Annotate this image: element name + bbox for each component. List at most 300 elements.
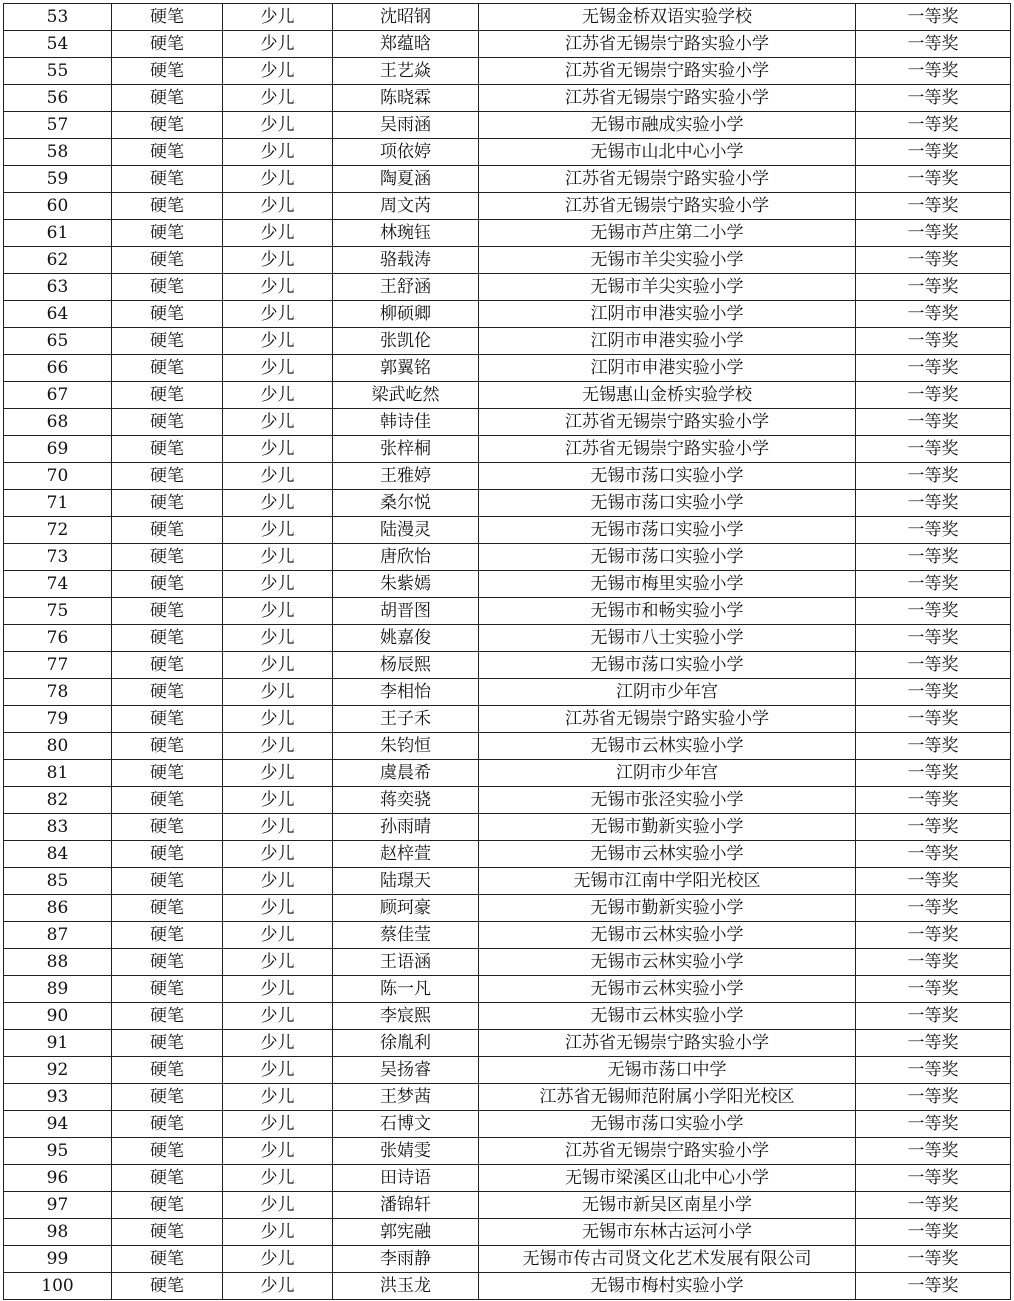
category-cell: 硬笔 <box>112 490 223 517</box>
row-number: 71 <box>4 490 112 517</box>
group-cell: 少儿 <box>223 1030 333 1057</box>
organization-cell: 无锡市羊尖实验小学 <box>479 247 856 274</box>
award-cell: 一等奖 <box>856 949 1011 976</box>
award-cell: 一等奖 <box>856 1246 1011 1273</box>
row-number: 79 <box>4 706 112 733</box>
row-number: 99 <box>4 1246 112 1273</box>
award-cell: 一等奖 <box>856 382 1011 409</box>
award-cell: 一等奖 <box>856 1003 1011 1030</box>
name-cell: 陆漫灵 <box>333 517 479 544</box>
table-row <box>4 598 1011 625</box>
table-row <box>4 679 1011 706</box>
table-row <box>4 1273 1011 1300</box>
table-row <box>4 58 1011 85</box>
award-cell: 一等奖 <box>856 139 1011 166</box>
name-cell: 潘锦轩 <box>333 1192 479 1219</box>
name-cell: 杨辰熙 <box>333 652 479 679</box>
award-cell: 一等奖 <box>856 571 1011 598</box>
category-cell: 硬笔 <box>112 571 223 598</box>
group-cell: 少儿 <box>223 1273 333 1300</box>
table-row <box>4 4 1011 31</box>
award-cell: 一等奖 <box>856 841 1011 868</box>
award-cell: 一等奖 <box>856 1084 1011 1111</box>
table-row <box>4 544 1011 571</box>
award-cell: 一等奖 <box>856 706 1011 733</box>
row-number: 85 <box>4 868 112 895</box>
category-cell: 硬笔 <box>112 814 223 841</box>
row-number: 98 <box>4 1219 112 1246</box>
organization-cell: 无锡市江南中学阳光校区 <box>479 868 856 895</box>
organization-cell: 无锡市勤新实验小学 <box>479 814 856 841</box>
name-cell: 孙雨晴 <box>333 814 479 841</box>
name-cell: 周文芮 <box>333 193 479 220</box>
name-cell: 柳硕卿 <box>333 301 479 328</box>
organization-cell: 无锡市云林实验小学 <box>479 841 856 868</box>
award-cell: 一等奖 <box>856 58 1011 85</box>
row-number: 67 <box>4 382 112 409</box>
group-cell: 少儿 <box>223 706 333 733</box>
organization-cell: 无锡市和畅实验小学 <box>479 598 856 625</box>
name-cell: 项依婷 <box>333 139 479 166</box>
category-cell: 硬笔 <box>112 976 223 1003</box>
group-cell: 少儿 <box>223 895 333 922</box>
group-cell: 少儿 <box>223 760 333 787</box>
group-cell: 少儿 <box>223 841 333 868</box>
category-cell: 硬笔 <box>112 1219 223 1246</box>
table-row <box>4 895 1011 922</box>
row-number: 57 <box>4 112 112 139</box>
name-cell: 桑尔悦 <box>333 490 479 517</box>
category-cell: 硬笔 <box>112 787 223 814</box>
table-row <box>4 1057 1011 1084</box>
organization-cell: 江苏省无锡崇宁路实验小学 <box>479 706 856 733</box>
table-row <box>4 220 1011 247</box>
organization-cell: 江阴市申港实验小学 <box>479 328 856 355</box>
table-row <box>4 1192 1011 1219</box>
organization-cell: 江阴市申港实验小学 <box>479 301 856 328</box>
organization-cell: 无锡市荡口实验小学 <box>479 652 856 679</box>
table-row <box>4 571 1011 598</box>
table-row <box>4 382 1011 409</box>
category-cell: 硬笔 <box>112 1165 223 1192</box>
name-cell: 唐欣怡 <box>333 544 479 571</box>
row-number: 87 <box>4 922 112 949</box>
organization-cell: 无锡市传古司贤文化艺术发展有限公司 <box>479 1246 856 1273</box>
category-cell: 硬笔 <box>112 31 223 58</box>
organization-cell: 无锡市羊尖实验小学 <box>479 274 856 301</box>
row-number: 68 <box>4 409 112 436</box>
row-number: 86 <box>4 895 112 922</box>
table-row <box>4 112 1011 139</box>
award-cell: 一等奖 <box>856 166 1011 193</box>
group-cell: 少儿 <box>223 166 333 193</box>
name-cell: 陈晓霖 <box>333 85 479 112</box>
group-cell: 少儿 <box>223 355 333 382</box>
award-cell: 一等奖 <box>856 787 1011 814</box>
table-row <box>4 436 1011 463</box>
organization-cell: 无锡市云林实验小学 <box>479 976 856 1003</box>
row-number: 76 <box>4 625 112 652</box>
group-cell: 少儿 <box>223 787 333 814</box>
row-number: 95 <box>4 1138 112 1165</box>
row-number: 74 <box>4 571 112 598</box>
row-number: 89 <box>4 976 112 1003</box>
organization-cell: 无锡市芦庄第二小学 <box>479 220 856 247</box>
name-cell: 李相怡 <box>333 679 479 706</box>
group-cell: 少儿 <box>223 1165 333 1192</box>
organization-cell: 无锡市荡口实验小学 <box>479 1111 856 1138</box>
category-cell: 硬笔 <box>112 760 223 787</box>
table-row <box>4 922 1011 949</box>
group-cell: 少儿 <box>223 1246 333 1273</box>
group-cell: 少儿 <box>223 382 333 409</box>
award-cell: 一等奖 <box>856 490 1011 517</box>
category-cell: 硬笔 <box>112 409 223 436</box>
organization-cell: 无锡市梅里实验小学 <box>479 571 856 598</box>
table-row <box>4 1165 1011 1192</box>
group-cell: 少儿 <box>223 1111 333 1138</box>
row-number: 60 <box>4 193 112 220</box>
name-cell: 骆载涛 <box>333 247 479 274</box>
organization-cell: 江苏省无锡崇宁路实验小学 <box>479 1138 856 1165</box>
organization-cell: 江阴市少年宫 <box>479 679 856 706</box>
name-cell: 朱紫嫣 <box>333 571 479 598</box>
award-cell: 一等奖 <box>856 4 1011 31</box>
category-cell: 硬笔 <box>112 1030 223 1057</box>
organization-cell: 无锡市云林实验小学 <box>479 949 856 976</box>
award-cell: 一等奖 <box>856 247 1011 274</box>
award-cell: 一等奖 <box>856 814 1011 841</box>
group-cell: 少儿 <box>223 1084 333 1111</box>
category-cell: 硬笔 <box>112 1192 223 1219</box>
award-cell: 一等奖 <box>856 85 1011 112</box>
group-cell: 少儿 <box>223 247 333 274</box>
row-number: 58 <box>4 139 112 166</box>
category-cell: 硬笔 <box>112 922 223 949</box>
category-cell: 硬笔 <box>112 706 223 733</box>
name-cell: 吴扬睿 <box>333 1057 479 1084</box>
category-cell: 硬笔 <box>112 1111 223 1138</box>
category-cell: 硬笔 <box>112 139 223 166</box>
row-number: 96 <box>4 1165 112 1192</box>
row-number: 55 <box>4 58 112 85</box>
table-row <box>4 166 1011 193</box>
group-cell: 少儿 <box>223 922 333 949</box>
organization-cell: 无锡市新吴区南星小学 <box>479 1192 856 1219</box>
table-row <box>4 31 1011 58</box>
table-row <box>4 841 1011 868</box>
category-cell: 硬笔 <box>112 949 223 976</box>
table-row <box>4 301 1011 328</box>
award-cell: 一等奖 <box>856 436 1011 463</box>
name-cell: 朱钧恒 <box>333 733 479 760</box>
table-row <box>4 247 1011 274</box>
category-cell: 硬笔 <box>112 733 223 760</box>
organization-cell: 江苏省无锡崇宁路实验小学 <box>479 31 856 58</box>
organization-cell: 无锡市荡口实验小学 <box>479 544 856 571</box>
row-number: 88 <box>4 949 112 976</box>
table-row <box>4 409 1011 436</box>
award-cell: 一等奖 <box>856 1219 1011 1246</box>
table-row <box>4 274 1011 301</box>
name-cell: 顾珂豪 <box>333 895 479 922</box>
organization-cell: 无锡市勤新实验小学 <box>479 895 856 922</box>
category-cell: 硬笔 <box>112 193 223 220</box>
organization-cell: 江苏省无锡崇宁路实验小学 <box>479 166 856 193</box>
row-number: 62 <box>4 247 112 274</box>
name-cell: 蒋奕骁 <box>333 787 479 814</box>
table-row <box>4 1219 1011 1246</box>
category-cell: 硬笔 <box>112 247 223 274</box>
name-cell: 王舒涵 <box>333 274 479 301</box>
row-number: 78 <box>4 679 112 706</box>
category-cell: 硬笔 <box>112 382 223 409</box>
group-cell: 少儿 <box>223 274 333 301</box>
group-cell: 少儿 <box>223 1219 333 1246</box>
organization-cell: 江苏省无锡崇宁路实验小学 <box>479 436 856 463</box>
row-number: 77 <box>4 652 112 679</box>
row-number: 100 <box>4 1273 112 1300</box>
category-cell: 硬笔 <box>112 517 223 544</box>
table-row <box>4 787 1011 814</box>
category-cell: 硬笔 <box>112 1273 223 1300</box>
name-cell: 张凯伦 <box>333 328 479 355</box>
award-cell: 一等奖 <box>856 625 1011 652</box>
award-cell: 一等奖 <box>856 760 1011 787</box>
award-cell: 一等奖 <box>856 193 1011 220</box>
table-row <box>4 1084 1011 1111</box>
name-cell: 王梦茜 <box>333 1084 479 1111</box>
name-cell: 虞晨希 <box>333 760 479 787</box>
row-number: 59 <box>4 166 112 193</box>
name-cell: 洪玉龙 <box>333 1273 479 1300</box>
row-number: 63 <box>4 274 112 301</box>
row-number: 92 <box>4 1057 112 1084</box>
organization-cell: 江苏省无锡崇宁路实验小学 <box>479 193 856 220</box>
category-cell: 硬笔 <box>112 463 223 490</box>
group-cell: 少儿 <box>223 652 333 679</box>
category-cell: 硬笔 <box>112 328 223 355</box>
category-cell: 硬笔 <box>112 652 223 679</box>
row-number: 70 <box>4 463 112 490</box>
row-number: 75 <box>4 598 112 625</box>
organization-cell: 江苏省无锡崇宁路实验小学 <box>479 1030 856 1057</box>
row-number: 91 <box>4 1030 112 1057</box>
award-cell: 一等奖 <box>856 1030 1011 1057</box>
organization-cell: 无锡市云林实验小学 <box>479 1003 856 1030</box>
organization-cell: 无锡市张泾实验小学 <box>479 787 856 814</box>
row-number: 90 <box>4 1003 112 1030</box>
row-number: 61 <box>4 220 112 247</box>
organization-cell: 江苏省无锡崇宁路实验小学 <box>479 58 856 85</box>
table-row <box>4 976 1011 1003</box>
row-number: 72 <box>4 517 112 544</box>
organization-cell: 江阴市申港实验小学 <box>479 355 856 382</box>
category-cell: 硬笔 <box>112 112 223 139</box>
award-cell: 一等奖 <box>856 679 1011 706</box>
results-table <box>3 3 1011 1300</box>
table-row <box>4 733 1011 760</box>
organization-cell: 无锡金桥双语实验学校 <box>479 4 856 31</box>
row-number: 93 <box>4 1084 112 1111</box>
name-cell: 李宸熙 <box>333 1003 479 1030</box>
group-cell: 少儿 <box>223 1057 333 1084</box>
group-cell: 少儿 <box>223 85 333 112</box>
name-cell: 蔡佳莹 <box>333 922 479 949</box>
award-cell: 一等奖 <box>856 652 1011 679</box>
award-cell: 一等奖 <box>856 868 1011 895</box>
group-cell: 少儿 <box>223 733 333 760</box>
group-cell: 少儿 <box>223 949 333 976</box>
row-number: 82 <box>4 787 112 814</box>
award-cell: 一等奖 <box>856 112 1011 139</box>
group-cell: 少儿 <box>223 679 333 706</box>
group-cell: 少儿 <box>223 1192 333 1219</box>
table-row <box>4 517 1011 544</box>
category-cell: 硬笔 <box>112 166 223 193</box>
name-cell: 张婧雯 <box>333 1138 479 1165</box>
organization-cell: 无锡市荡口实验小学 <box>479 463 856 490</box>
organization-cell: 无锡市八士实验小学 <box>479 625 856 652</box>
table-row <box>4 193 1011 220</box>
award-cell: 一等奖 <box>856 1057 1011 1084</box>
table-row <box>4 85 1011 112</box>
organization-cell: 江阴市少年宫 <box>479 760 856 787</box>
name-cell: 石博文 <box>333 1111 479 1138</box>
row-number: 64 <box>4 301 112 328</box>
category-cell: 硬笔 <box>112 58 223 85</box>
group-cell: 少儿 <box>223 58 333 85</box>
category-cell: 硬笔 <box>112 1003 223 1030</box>
group-cell: 少儿 <box>223 139 333 166</box>
row-number: 81 <box>4 760 112 787</box>
table-row <box>4 1138 1011 1165</box>
award-cell: 一等奖 <box>856 733 1011 760</box>
award-cell: 一等奖 <box>856 922 1011 949</box>
award-cell: 一等奖 <box>856 976 1011 1003</box>
table-row <box>4 949 1011 976</box>
category-cell: 硬笔 <box>112 841 223 868</box>
organization-cell: 江苏省无锡崇宁路实验小学 <box>479 85 856 112</box>
row-number: 53 <box>4 4 112 31</box>
table-row <box>4 1246 1011 1273</box>
group-cell: 少儿 <box>223 868 333 895</box>
row-number: 69 <box>4 436 112 463</box>
table-row <box>4 652 1011 679</box>
category-cell: 硬笔 <box>112 4 223 31</box>
award-cell: 一等奖 <box>856 517 1011 544</box>
name-cell: 陆璟天 <box>333 868 479 895</box>
award-cell: 一等奖 <box>856 598 1011 625</box>
name-cell: 沈昭钢 <box>333 4 479 31</box>
name-cell: 林琬钰 <box>333 220 479 247</box>
group-cell: 少儿 <box>223 976 333 1003</box>
name-cell: 田诗语 <box>333 1165 479 1192</box>
organization-cell: 无锡市云林实验小学 <box>479 733 856 760</box>
name-cell: 赵梓萱 <box>333 841 479 868</box>
name-cell: 徐胤利 <box>333 1030 479 1057</box>
row-number: 94 <box>4 1111 112 1138</box>
group-cell: 少儿 <box>223 625 333 652</box>
organization-cell: 江苏省无锡师范附属小学阳光校区 <box>479 1084 856 1111</box>
name-cell: 胡晋图 <box>333 598 479 625</box>
organization-cell: 无锡市荡口实验小学 <box>479 490 856 517</box>
group-cell: 少儿 <box>223 598 333 625</box>
group-cell: 少儿 <box>223 31 333 58</box>
group-cell: 少儿 <box>223 112 333 139</box>
table-row <box>4 868 1011 895</box>
organization-cell: 无锡惠山金桥实验学校 <box>479 382 856 409</box>
category-cell: 硬笔 <box>112 1246 223 1273</box>
award-cell: 一等奖 <box>856 274 1011 301</box>
award-cell: 一等奖 <box>856 1138 1011 1165</box>
row-number: 56 <box>4 85 112 112</box>
row-number: 97 <box>4 1192 112 1219</box>
award-cell: 一等奖 <box>856 220 1011 247</box>
table-row <box>4 1111 1011 1138</box>
name-cell: 王艺焱 <box>333 58 479 85</box>
category-cell: 硬笔 <box>112 1057 223 1084</box>
award-cell: 一等奖 <box>856 463 1011 490</box>
group-cell: 少儿 <box>223 409 333 436</box>
award-cell: 一等奖 <box>856 1273 1011 1300</box>
name-cell: 郭宪融 <box>333 1219 479 1246</box>
award-cell: 一等奖 <box>856 301 1011 328</box>
row-number: 54 <box>4 31 112 58</box>
category-cell: 硬笔 <box>112 1138 223 1165</box>
organization-cell: 无锡市梅村实验小学 <box>479 1273 856 1300</box>
organization-cell: 无锡市山北中心小学 <box>479 139 856 166</box>
name-cell: 郑蕴晗 <box>333 31 479 58</box>
table-row <box>4 760 1011 787</box>
table-row <box>4 139 1011 166</box>
name-cell: 王子禾 <box>333 706 479 733</box>
category-cell: 硬笔 <box>112 679 223 706</box>
table-row <box>4 490 1011 517</box>
organization-cell: 无锡市云林实验小学 <box>479 922 856 949</box>
award-cell: 一等奖 <box>856 544 1011 571</box>
name-cell: 郭翼铭 <box>333 355 479 382</box>
award-cell: 一等奖 <box>856 1192 1011 1219</box>
table-row <box>4 706 1011 733</box>
row-number: 83 <box>4 814 112 841</box>
table-row <box>4 328 1011 355</box>
group-cell: 少儿 <box>223 517 333 544</box>
award-cell: 一等奖 <box>856 1111 1011 1138</box>
table-row <box>4 1003 1011 1030</box>
table-row <box>4 625 1011 652</box>
group-cell: 少儿 <box>223 436 333 463</box>
category-cell: 硬笔 <box>112 1084 223 1111</box>
organization-cell: 无锡市东林古运河小学 <box>479 1219 856 1246</box>
group-cell: 少儿 <box>223 814 333 841</box>
group-cell: 少儿 <box>223 301 333 328</box>
name-cell: 陈一凡 <box>333 976 479 1003</box>
award-cell: 一等奖 <box>856 328 1011 355</box>
organization-cell: 无锡市融成实验小学 <box>479 112 856 139</box>
organization-cell: 江苏省无锡崇宁路实验小学 <box>479 409 856 436</box>
category-cell: 硬笔 <box>112 868 223 895</box>
row-number: 84 <box>4 841 112 868</box>
name-cell: 李雨静 <box>333 1246 479 1273</box>
award-cell: 一等奖 <box>856 409 1011 436</box>
organization-cell: 无锡市梁溪区山北中心小学 <box>479 1165 856 1192</box>
group-cell: 少儿 <box>223 1003 333 1030</box>
table-row <box>4 814 1011 841</box>
table-row <box>4 1030 1011 1057</box>
name-cell: 姚嘉俊 <box>333 625 479 652</box>
name-cell: 梁武屹然 <box>333 382 479 409</box>
